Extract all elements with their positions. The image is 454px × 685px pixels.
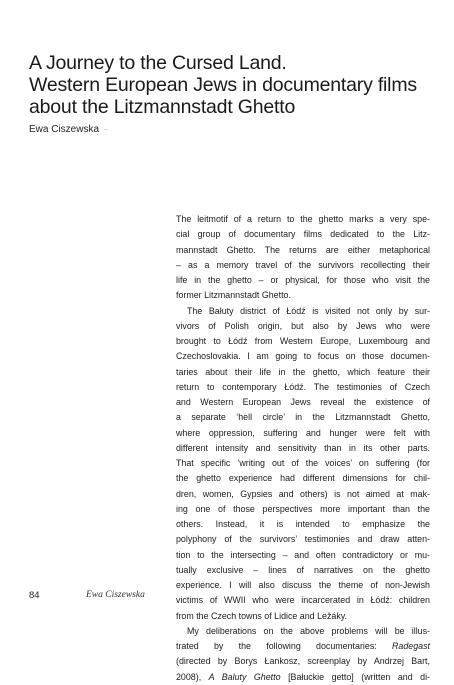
body-line: cial group of documentary films dedicated to the Litz- <box>176 229 430 240</box>
body-line-text: 2008), <box>176 671 202 682</box>
body-line: – as a memory travel of the survivors recollecting their <box>176 259 430 270</box>
body-line: ing one of those perspectives more important than the <box>176 503 430 514</box>
article-title <box>29 52 429 118</box>
film-title: A Baluty Ghetto <box>208 671 281 682</box>
body-line: My deliberations on the above problems will be illus- <box>187 625 430 636</box>
body-line: and Western European Jews reveal the existence of <box>176 397 430 407</box>
body-line: mannstadt Ghetto. The returns are either metaphorical <box>176 244 430 255</box>
author-byline <box>29 124 108 136</box>
page-footer <box>29 590 429 604</box>
body-line: from the Czech towns of Lidice and Ležáky. <box>176 610 348 621</box>
body-line: The leitmotif of a return to the ghetto marks a very spe- <box>176 214 430 224</box>
article-body <box>176 212 430 685</box>
body-line: tion to the intersecting – and often contradictory or mu- <box>176 549 430 560</box>
title-line: A Journey to the Cursed Land. <box>29 52 287 74</box>
body-line <box>176 639 430 654</box>
body-line: return to contemporary Łódź. The testimonies of Czech <box>176 381 430 392</box>
body-line: tually exclusive – lines of narratives on the ghetto <box>176 564 430 575</box>
body-line-text: [Bałuckie getto] (written and di- <box>288 671 431 682</box>
running-author: Ewa Ciszewska <box>86 590 145 600</box>
body-line: different intensity and sensitivity than in its other parts. <box>176 442 430 453</box>
body-line: The Bałuty district of Łódź is visited not only by sur- <box>187 305 430 316</box>
body-line: former Litzmannstadt Ghetto. <box>176 290 291 301</box>
film-title: Radegast <box>392 641 430 651</box>
body-line: brought to Łódź from Western Europe, Luxembourg and <box>176 336 430 346</box>
body-line: vivors of Polish origin, but also by Jews who were <box>176 320 430 331</box>
body-line: That specific ‘writing out of the voices’ on suffering (for <box>176 458 430 468</box>
body-line: a separate ‘hell circle’ in the Litzmannstadt Ghetto, <box>176 412 430 423</box>
author-name: Ewa Ciszewska <box>29 124 100 135</box>
page-number: 84 <box>29 590 40 601</box>
body-line: where oppression, suffering and hunger were felt with <box>176 427 430 438</box>
title-line: about the Litzmannstadt Ghetto <box>29 96 296 118</box>
body-line: polyphony of the survivors’ testimonies and draw atten- <box>176 534 430 545</box>
body-line: experience. I will also discuss the theme of non-Jewish <box>176 580 430 590</box>
body-line: Czechoslovakia. I am going to focus on those documen- <box>176 351 430 362</box>
body-line: dren, women, Gypsies and others) is not aimed at mak- <box>176 488 430 499</box>
body-line: others. Instead, it is intended to emphasize the <box>176 519 430 529</box>
title-line: Western European Jews in documentary films <box>29 74 417 96</box>
body-line <box>176 670 430 685</box>
author-mark: – <box>104 126 108 133</box>
body-line: (directed by Borys Łankosz, screenplay by Andrzej Bart, <box>176 656 430 667</box>
body-line: life in the ghetto – or physical, for those who visit the <box>176 275 430 285</box>
body-line: victims of WWII who were incarcerated in Łódź: children <box>176 595 430 606</box>
body-line: taries about their life in the ghetto, which feature their <box>176 366 430 377</box>
body-line: the ghetto experience had different dimensions for chil- <box>176 473 430 484</box>
body-line-text: trated by the following documentaries: <box>176 641 377 651</box>
